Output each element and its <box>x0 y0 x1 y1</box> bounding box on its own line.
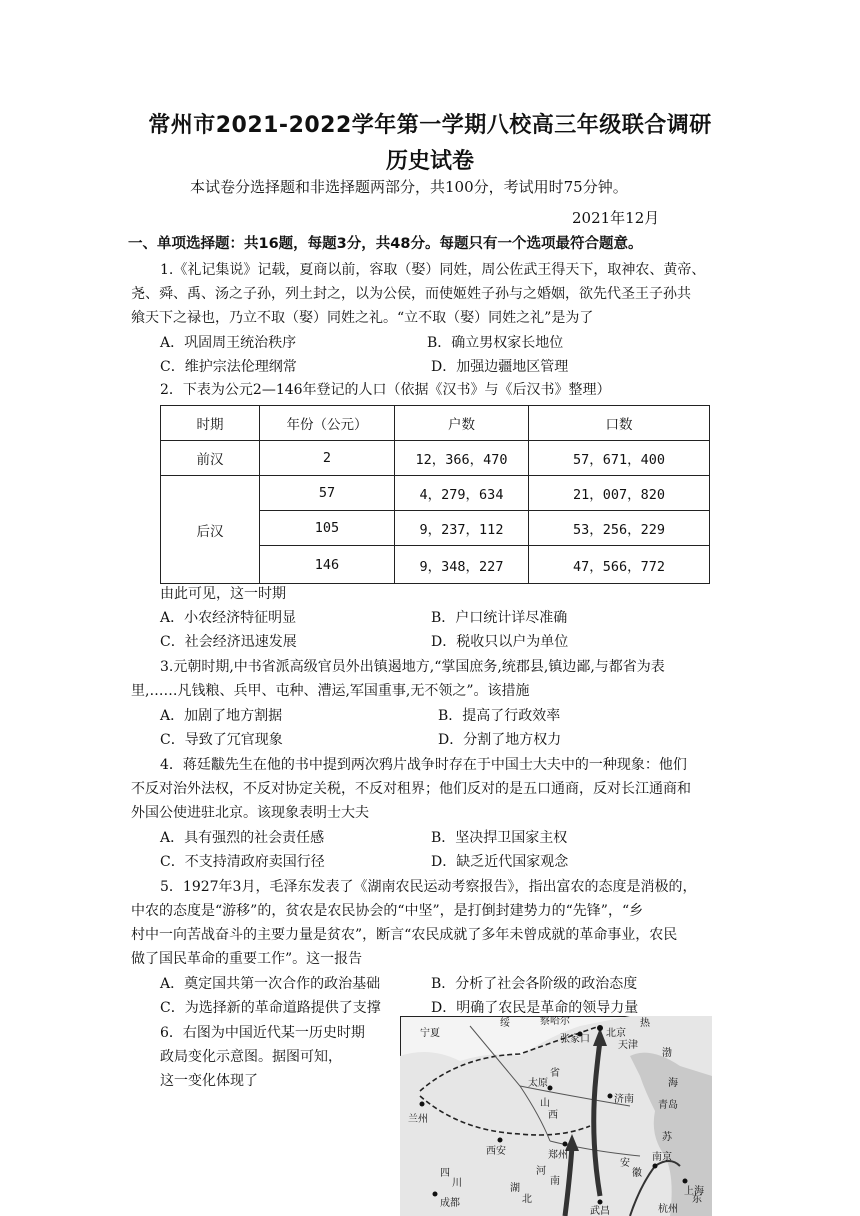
q2-stem: 2．下表为公元2—146年登记的人口（依据《汉书》与《后汉书》整理） <box>160 382 611 398</box>
q1-line-1: 1.《礼记集说》记载，夏商以前，容取（娶）同姓，周公佐武王得天下，取神农、黄帝、 <box>160 262 706 278</box>
city-marker-jinan <box>608 1094 613 1099</box>
table-row <box>161 476 710 511</box>
table-cell: 2 <box>260 441 395 476</box>
map-label: 北京 <box>606 1028 626 1039</box>
map-label: 西 <box>548 1110 558 1121</box>
map-label: 张家口 <box>560 1034 590 1045</box>
table-header: 年份（公元） <box>260 406 395 441</box>
map-label: 南 <box>550 1176 560 1187</box>
q5-line-4: 做了国民革命的重要工作”。这一报告 <box>131 951 363 967</box>
q6-line-1: 6．右图为中国近代某一历史时期 <box>160 1025 365 1041</box>
city-marker-lanzhou <box>420 1102 425 1107</box>
q4-line-3: 外国公使进驻北京。该现象表明士大夫 <box>131 805 369 821</box>
q1-option-c: C．维护宗法伦理纲常 <box>160 359 297 375</box>
map-label: 徽 <box>632 1168 642 1179</box>
table-cell: 47，566，772 <box>529 546 710 584</box>
q4-option-c: C．不支持清政府卖国行径 <box>160 854 325 870</box>
table-cell: 9，348，227 <box>395 546 529 584</box>
q1-option-b: B．确立男权家长地位 <box>427 335 564 351</box>
china-political-map <box>400 1016 712 1216</box>
q6-line-2: 政局变化示意图。据图可知， <box>160 1049 342 1065</box>
population-table <box>160 405 710 584</box>
map-label: 宁夏 <box>420 1028 440 1039</box>
q2-option-c: C．社会经济迅速发展 <box>160 634 297 650</box>
map-label: 济南 <box>614 1094 634 1105</box>
map-label: 西安 <box>486 1146 506 1157</box>
q5-line-1: 5．1927年3月，毛泽东发表了《湖南农民运动考察报告》，指出富农的态度是消极的， <box>160 879 697 895</box>
map-label: 兰州 <box>408 1114 428 1125</box>
map-label: 湖 <box>510 1183 520 1194</box>
q5-option-d: D．明确了农民是革命的领导力量 <box>431 1000 639 1016</box>
map-label: 渤 <box>662 1048 672 1059</box>
q2-option-b: B．户口统计详尽准确 <box>431 610 568 626</box>
map-label: 上海 <box>684 1186 704 1197</box>
map-label: 成都 <box>440 1198 460 1209</box>
q2-option-a: A．小农经济特征明显 <box>160 610 297 626</box>
q4-line-1: 4．蒋廷黻先生在他的书中提到两次鸦片战争时存在于中国士大夫中的一种现象：他们 <box>160 757 687 773</box>
map-label: 郑州 <box>548 1150 568 1161</box>
table-cell: 57 <box>260 476 395 511</box>
q5-line-3: 村中一向苦战奋斗的主要力量是贫农”，断言“农民成就了多年未曾成就的革命事业，农民 <box>131 927 678 943</box>
exam-date: 2021年12月 <box>572 209 660 227</box>
map-label: 苏 <box>662 1132 672 1143</box>
map-label: 天津 <box>618 1040 638 1051</box>
map-label: 北 <box>522 1194 532 1205</box>
map-label: 河 <box>536 1166 546 1177</box>
q4-option-d: D．缺乏近代国家观念 <box>431 854 569 870</box>
q4-option-b: B．坚决捍卫国家主权 <box>431 830 568 846</box>
q3-line-1: 3.元朝时期,中书省派高级官员外出镇遏地方,“掌国庶务,统郡县,镇边鄙,与都省为表 <box>160 659 665 675</box>
q3-option-a: A．加剧了地方割据 <box>160 708 283 724</box>
map-label: 绥 <box>500 1018 510 1029</box>
map-label: 武昌 <box>590 1206 610 1216</box>
exam-intro: 本试卷分选择题和非选择题两部分，共100分，考试用时75分钟。 <box>190 178 628 196</box>
city-marker-chengdu <box>433 1192 438 1197</box>
q5-option-c: C．为选择新的革命道路提供了支撑 <box>160 1000 381 1016</box>
table-cell: 9，237，112 <box>395 511 529 546</box>
table-header-row <box>161 406 710 441</box>
city-marker-taiyuan <box>548 1086 553 1091</box>
table-cell: 146 <box>260 546 395 584</box>
q3-option-c: C．导致了冗官现象 <box>160 732 283 748</box>
table-cell: 4，279，634 <box>395 476 529 511</box>
section-heading: 一、单项选择题：共16题，每题3分，共48分。每题只有一个选项最符合题意。 <box>128 236 643 252</box>
city-marker-xian <box>498 1138 503 1143</box>
map-label: 太原 <box>528 1078 548 1089</box>
map-label: 山 <box>540 1098 550 1109</box>
table-header: 时期 <box>161 406 260 441</box>
table-cell: 105 <box>260 511 395 546</box>
q1-option-d: D．加强边疆地区管理 <box>431 359 569 375</box>
table-cell: 21，007，820 <box>529 476 710 511</box>
city-marker-beijing <box>597 1025 603 1031</box>
table-cell: 53，256，229 <box>529 511 710 546</box>
table-cell: 57，671，400 <box>529 441 710 476</box>
table-cell-period: 后汉 <box>161 476 260 584</box>
table-cell-period: 前汉 <box>161 441 260 476</box>
city-marker-zhengzhou <box>563 1142 568 1147</box>
q1-line-3: 飨天下之禄也，乃立不取（娶）同姓之礼。“立不取（娶）同姓之礼”是为了 <box>131 310 594 326</box>
q3-option-d: D．分割了地方权力 <box>438 732 562 748</box>
exam-title: 常州市2021-2022学年第一学期八校高三年级联合调研 <box>148 113 712 138</box>
q6-line-3: 这一变化体现了 <box>160 1073 258 1089</box>
city-marker-shanghai <box>683 1179 688 1184</box>
q5-line-2: 中农的态度是“游移”的，贫农是农民协会的“中坚”，是打倒封建势力的“先锋”，“乡 <box>131 903 644 919</box>
table-header: 户数 <box>395 406 529 441</box>
map-label: 安 <box>620 1158 630 1169</box>
table-row <box>161 441 710 476</box>
q3-option-b: B．提高了行政效率 <box>438 708 561 724</box>
map-label: 南京 <box>652 1152 672 1163</box>
q2-after: 由此可见，这一时期 <box>160 586 286 602</box>
map-label: 青岛 <box>658 1100 678 1111</box>
q3-line-2: 里,……凡钱粮、兵甲、屯种、漕运,军国重事,无不领之”。该措施 <box>131 683 530 699</box>
map-label: 海 <box>668 1078 678 1089</box>
q5-option-a: A．奠定国共第一次合作的政治基础 <box>160 976 381 992</box>
city-marker-wuchang <box>598 1200 603 1205</box>
table-header: 口数 <box>529 406 710 441</box>
city-marker-nanjing <box>653 1164 658 1169</box>
q2-option-d: D．税收只以户为单位 <box>431 634 569 650</box>
map-label: 杭州 <box>658 1204 678 1215</box>
map-label: 热 <box>640 1018 650 1029</box>
map-label: 省 <box>550 1068 560 1079</box>
table-cell: 12，366，470 <box>395 441 529 476</box>
q4-option-a: A．具有强烈的社会责任感 <box>160 830 325 846</box>
q4-line-2: 不反对治外法权，不反对协定关税，不反对租界；他们反对的是五口通商，反对长江通商和 <box>131 781 691 797</box>
exam-subtitle: 历史试卷 <box>385 149 474 174</box>
map-label: 察哈尔 <box>540 1016 570 1027</box>
map-label: 川 <box>452 1178 462 1189</box>
q1-option-a: A．巩固周王统治秩序 <box>160 335 297 351</box>
map-label: 四 <box>440 1168 450 1179</box>
map-label: 东 <box>692 1194 702 1205</box>
q5-option-b: B．分析了社会各阶级的政治态度 <box>431 976 638 992</box>
q1-line-2: 尧、舜、禹、汤之子孙，列土封之，以为公侯，而使姬姓子孙与之婚姻，欲先代圣王子孙共 <box>131 286 691 302</box>
